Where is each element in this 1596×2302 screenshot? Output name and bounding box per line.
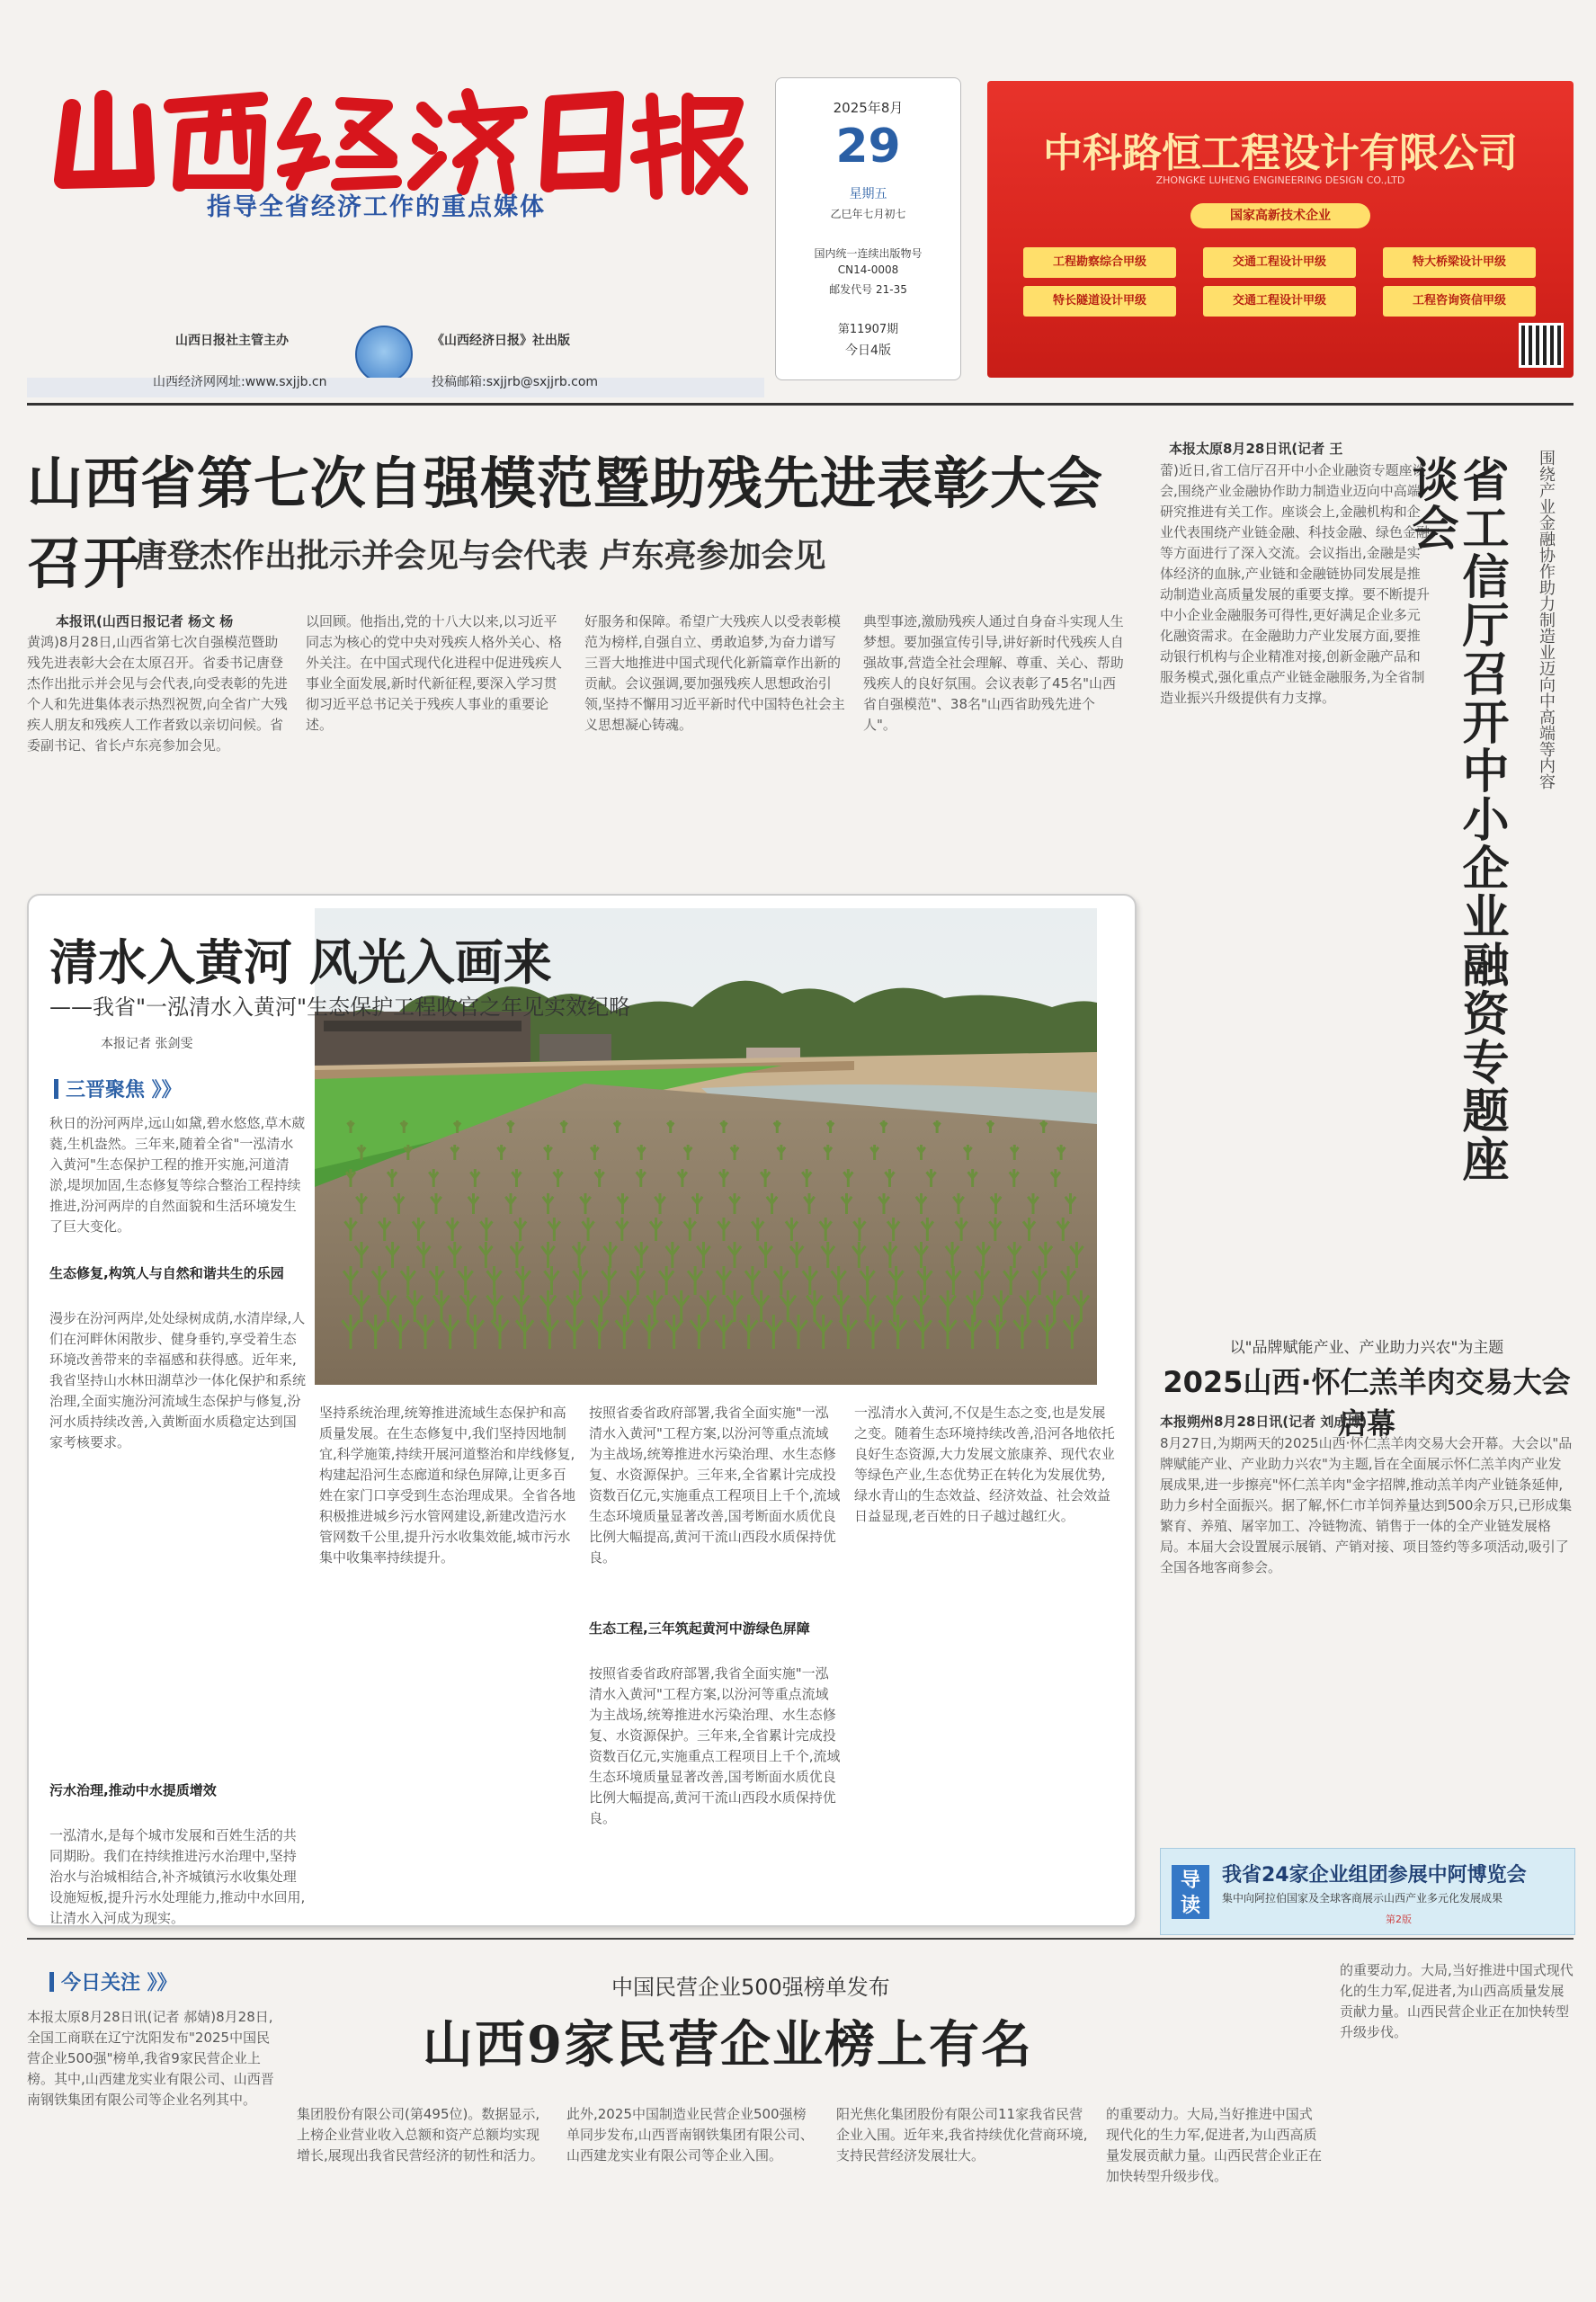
- feature-para-2: 一泓清水,是每个城市发展和百姓生活的共同期盼。我们在持续推进污水治理中,坚持治水与治城相结合,补齐城镇污水收集处理设施短板,提升污水处理能力,推动中水回用,让清水入河成为现实。: [49, 1827, 306, 1926]
- bottom-column-1: 本报太原8月28日讯(记者 郝婧)8月28日,全国工商联在辽宁沈阳发布"2025中国民营企业500强"榜单,我省9家民营企业上榜。其中,山西建龙实业有限公司、山西晋南钢铁集团有限公司等企业名列其中。: [27, 2009, 274, 2108]
- bottom-column-6: 的重要动力。大局,当好推进中国式现代化的生力军,促进者,为山西高质量发展贡献力量。山西民营企业正在加快转型升级步伐。: [1340, 1962, 1574, 2040]
- bottom-column-2: 集团股份有限公司(第495位)。数据显示,上榜企业营业收入总额和资产总额均实现增长,展现出我省民营经济的韧性和活力。: [297, 2106, 544, 2164]
- advertisement[interactable]: [987, 81, 1574, 378]
- website[interactable]: 山西经济网网址:www.sxjjb.cn: [153, 375, 327, 389]
- feature-headline[interactable]: 清水入黄河 风光入画来: [49, 934, 552, 991]
- guide-box[interactable]: [1160, 1848, 1575, 1935]
- feature-intro: 秋日的汾河两岸,远山如黛,碧水悠悠,草木葳蕤,生机盎然。三年来,随着全省"一泓清水入黄河"生态保护工程的推开实施,河道清淤,堤坝加固,生态修复等综合整治工程持续推进,汾河两岸的自然面貌和生活环境发生了巨大变化。: [49, 1115, 306, 1235]
- ad-badge-4: 特长隧道设计甲级: [1023, 286, 1176, 317]
- publisher-emblem-icon: [355, 326, 413, 383]
- bottom-section-label: 今日关注 》》: [49, 1967, 177, 1995]
- lead-headline[interactable]: 山西省第七次自强模范暨助残先进表彰大会召开: [27, 451, 1104, 596]
- sponsor: 山西日报社主管主办: [175, 334, 289, 348]
- serial-label: 国内统一连续出版物号: [814, 247, 923, 260]
- postal-code: 邮发代号 21-35: [829, 283, 907, 296]
- publisher: 《山西经济日报》社出版: [432, 334, 570, 348]
- feature-heading-3: 生态工程,三年筑起黄河中游绿色屏障: [589, 1620, 810, 1637]
- lead-column-3: 好服务和保障。希望广大残疾人以受表彰模范为榜样,自强自立、勇敢追梦,为奋力谱写三晋大地推进中国式现代化新篇章作出新的贡献。会议强调,要加强残疾人思想政治引领,坚持不懈用习近平新时代中国特色社会主义思想凝心铸魂。: [584, 613, 845, 733]
- story2-text: 8月27日,为期两天的2025山西·怀仁羔羊肉交易大会开幕。大会以"品牌赋能产业、产业助力兴农"为主题,旨在全面展示怀仁羔羊肉产业发展成果,进一步擦亮"怀仁羔羊肉"金字招牌,推动羔羊肉产业链条延伸,助力乡村全面振兴。据了解,怀仁市羊饲养量达到500余万只,已形成集繁育、养殖、屠宰加工、冷链物流、销售于一体的全产业链发展格局。本届大会设置展示展销、产销对接、项目签约等多项活动,吸引了全国各地客商参会。: [1160, 1435, 1573, 1575]
- guide-subtitle: 集中向阿拉伯国家及全球客商展示山西产业多元化发展成果: [1222, 1892, 1503, 1905]
- ad-badge-5: 交通工程设计甲级: [1203, 286, 1356, 317]
- feature-column-2: 坚持系统治理,统筹推进流域生态保护和高质量发展。在生态修复中,我们坚持因地制宜,科学施策,持续开展河道整治和岸线修复,构建起沿河生态廊道和绿色屏障,让更多百姓在家门口享受到生态治理成果。全省各地积极推进城乡污水管网建设,新建改造污水管网数千公里,提升污水收集效能,城市污水集中收集率持续提升。: [319, 1405, 576, 1566]
- right-byline: 本报太原8月28日讯(记者 王: [1169, 441, 1343, 457]
- page-count: 今日4版: [845, 344, 891, 358]
- feature-heading-2: 污水治理,推动中水提质增效: [49, 1782, 217, 1798]
- top-divider: [27, 403, 1574, 406]
- story2-headline[interactable]: 2025山西·怀仁羔羊肉交易大会启幕: [1163, 1365, 1571, 1441]
- bottom-divider: [27, 1938, 1574, 1940]
- bottom-column-4: 阳光焦化集团股份有限公司11家我省民营企业入围。近年来,我省持续优化营商环境,支持民营经济发展壮大。: [836, 2106, 1088, 2164]
- masthead-rule: [27, 378, 764, 397]
- feature-column-3: 按照省委省政府部署,我省全面实施"一泓清水入黄河"工程方案,以汾河等重点流域为主战场,统筹推进水污染治理、水生态修复、水资源保护。三年来,全省累计完成投资数百亿元,实施重点工程项目上千个,流域生态环境质量显著改善,国考断面水质优良比例大幅提高,黄河干流山西段水质保持优良。: [589, 1405, 841, 1566]
- guide-badge: 导读: [1172, 1865, 1209, 1919]
- masthead-slogan: 指导全省经济工作的重点媒体: [207, 193, 546, 221]
- feature-subheadline: ——我省"一泓清水入黄河"生态保护工程收官之年见实效纪略: [49, 995, 631, 1020]
- date-day: 29: [835, 120, 901, 174]
- lead-subheadline: 唐登杰作出批示并会见与会代表 卢东亮参加会见: [135, 537, 826, 575]
- lead-byline: 本报讯(山西日报记者 杨文 杨: [56, 613, 234, 629]
- issue-number: 第11907期: [837, 323, 899, 336]
- feature-heading-1: 生态修复,构筑人与自然和谐共生的乐园: [49, 1265, 284, 1281]
- ad-badge-3: 特大桥梁设计甲级: [1383, 247, 1536, 278]
- cn-number: CN14-0008: [837, 263, 899, 276]
- story2-byline: 本报朔州8月28日讯(记者 刘成博): [1160, 1414, 1368, 1430]
- bottom-column-5: 的重要动力。大局,当好推进中国式现代化的生力军,促进者,为山西高质量发展贡献力量。山西民营企业正在加快转型升级步伐。: [1106, 2106, 1323, 2184]
- guide-title[interactable]: 我省24家企业组团参展中阿博览会: [1222, 1864, 1527, 1887]
- date-box: [775, 77, 961, 380]
- logo-text: [27, 72, 32, 73]
- right-vertical-headline[interactable]: 省工信厅召开中小企业融资专题座谈会: [1404, 455, 1509, 1183]
- feature-column-3b: 按照省委省政府部署,我省全面实施"一泓清水入黄河"工程方案,以汾河等重点流域为主战场,统筹推进水污染治理、水生态修复、水资源保护。三年来,全省累计完成投资数百亿元,实施重点工程项目上千个,流域生态环境质量显著改善,国考断面水质优良比例大幅提高,黄河干流山西段水质保持优良。: [589, 1665, 841, 1826]
- bottom-kicker: 中国民营企业500强榜单发布: [611, 1975, 890, 2000]
- date-month: 2025年8月: [833, 100, 904, 116]
- date-lunar: 乙巳年七月初七: [830, 208, 906, 220]
- ad-badge-6: 工程咨询资信甲级: [1383, 286, 1536, 317]
- feature-para-1: 漫步在汾河两岸,处处绿树成荫,水清岸绿,人们在河畔休闲散步、健身垂钓,享受着生态环境改善带来的幸福感和获得感。近年来,我省坚持山水林田湖草沙一体化保护和系统治理,全面实施汾河流域生态保护与修复,汾河水质持续改善,入黄断面水质稳定达到国家考核要求。: [49, 1310, 307, 1450]
- bottom-column-3: 此外,2025中国制造业民营企业500强榜单同步发布,山西晋南钢铁集团有限公司、山西建龙实业有限公司等企业入围。: [566, 2106, 814, 2164]
- feature-reporter: 本报记者 张剑雯: [101, 1037, 193, 1051]
- right-story-text: 蕾)近日,省工信厅召开中小企业融资专题座谈会,围绕产业金融协作助力制造业迈向中高端,研究推进有关工作。座谈会上,金融机构和企业代表围绕产业链金融、科技金融、绿色金融等方面进行了深入交流。会议指出,金融是实体经济的血脉,产业链和金融链协同发展是推动制造业高质量发展的重要支撑。要不断提升中小企业金融服务可得性,更好满足企业多元化融资需求。在金融助力产业发展方面,要推动银行机构与企业精准对接,创新金融产品和服务模式,强化重点产业链金融服务,为全省制造业振兴升级提供有力支撑。: [1160, 462, 1431, 706]
- feature-section-label: 三晋聚焦 》》: [54, 1075, 182, 1102]
- right-vertical-subheadline: 围绕产业金融协作助力制造业迈向中高端等内容: [1537, 450, 1556, 790]
- ad-qr-code-icon: [1521, 326, 1561, 365]
- ad-company-en: ZHONGKE LUHENG ENGINEERING DESIGN CO.,LTD: [1155, 174, 1405, 186]
- lead-column-2: 以回顾。他指出,党的十八大以来,以习近平同志为核心的党中央对残疾人格外关心、格外关注。在中国式现代化进程中促进残疾人事业全面发展,新时代新征程,要深入学习贯彻习近平总书记关于残疾人事业的重要论述。: [306, 613, 563, 733]
- ad-badge-2: 交通工程设计甲级: [1203, 247, 1356, 278]
- ad-tagline: 国家高新技术企业: [1190, 203, 1370, 228]
- guide-page: 第2版: [1386, 1914, 1412, 1925]
- email[interactable]: 投稿邮箱:sxjjrb@sxjjrb.com: [432, 375, 599, 389]
- story2-kicker: 以"品牌赋能产业、产业助力兴农"为主题: [1229, 1339, 1504, 1357]
- feature-column-4: 一泓清水入黄河,不仅是生态之变,也是发展之变。随着生态环境持续改善,沿河各地依托良好生态资源,大力发展文旅康养、现代农业等绿色产业,生态优势正在转化为发展优势,绿水青山的生态效益、经济效益、社会效益日益显现,老百姓的日子越过越红火。: [854, 1405, 1115, 1524]
- lead-column-4: 典型事迹,激励残疾人通过自身奋斗实现人生梦想。要加强宣传引导,讲好新时代残疾人自强故事,营造全社会理解、尊重、关心、帮助残疾人的良好氛围。会议表彰了45名"山西省自强模范"、38名"山西省助残先进个人"。: [863, 613, 1124, 733]
- bottom-headline[interactable]: 山西9家民营企业榜上有名: [423, 2015, 1033, 2074]
- ad-badge-1: 工程勘察综合甲级: [1023, 247, 1176, 278]
- date-weekday: 星期五: [849, 187, 887, 201]
- ad-company: 中科路恒工程设计有限公司: [1043, 130, 1518, 176]
- lead-column-1: 黄鸿)8月28日,山西省第七次自强模范暨助残先进表彰大会在太原召开。省委书记唐登杰作出批示并会见与会代表,向受表彰的先进个人和先进集体表示热烈祝贺,向全省广大残疾人朋友和残疾人工作者致以亲切问候。省委副书记、省长卢东亮参加会见。: [27, 634, 288, 754]
